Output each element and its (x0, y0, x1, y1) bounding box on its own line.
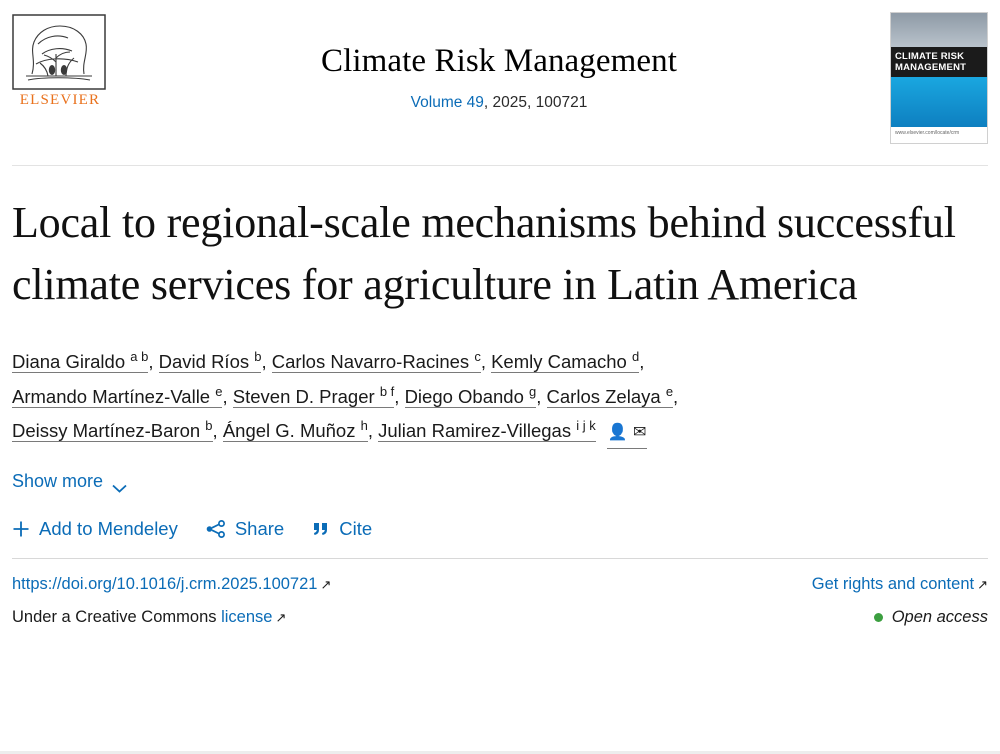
open-access-label: Open access (891, 608, 988, 627)
author-name: Julian Ramirez-Villegas (378, 420, 572, 442)
article-action-bar (12, 518, 988, 559)
author-link[interactable] (232, 383, 395, 408)
author-link[interactable] (546, 383, 674, 408)
add-to-mendeley-button[interactable] (12, 518, 178, 540)
license-text (12, 608, 286, 627)
cover-title-line1: CLIMATE RISK (895, 51, 965, 62)
share-label: Share (234, 518, 285, 540)
author-separator: , (394, 385, 400, 407)
author-affiliation-marker: e (215, 383, 223, 399)
author-link[interactable] (378, 417, 596, 442)
doi-link[interactable]: https://doi.org/10.1016/j.crm.2025.100721 (12, 575, 318, 594)
author-link[interactable] (12, 383, 223, 408)
author-name: Ángel G. Muñoz (222, 420, 356, 442)
journal-issue-meta (108, 94, 890, 112)
author-separator: , (148, 351, 154, 373)
author-link[interactable] (222, 417, 368, 442)
open-access-badge (874, 608, 988, 627)
show-more-label: Show more (12, 471, 104, 492)
cite-button[interactable] (312, 518, 372, 540)
author-name: Kemly Camacho (491, 351, 627, 373)
author-separator: , (673, 385, 679, 407)
author-link[interactable] (404, 383, 537, 408)
author-separator: , (212, 420, 218, 442)
external-link-icon: ↗ (275, 610, 287, 626)
license-link[interactable]: license (221, 608, 273, 627)
author-separator: , (639, 351, 645, 373)
author-affiliation-marker: h (360, 417, 368, 433)
external-link-icon: ↗ (977, 577, 988, 593)
cite-label: Cite (339, 518, 373, 540)
author-name: Carlos Zelaya (546, 385, 661, 407)
volume-link[interactable]: Volume 49 (410, 93, 484, 111)
author-affiliation-marker: c (474, 349, 481, 365)
author-affiliation-marker: b f (379, 383, 395, 399)
share-nodes-icon (206, 520, 226, 538)
author-affiliation-marker: a b (130, 349, 149, 365)
author-affiliation-marker: g (529, 383, 537, 399)
cover-blue-panel (891, 77, 987, 127)
journal-header (12, 0, 988, 166)
elsevier-tree-logo (12, 14, 106, 90)
journal-meta-rest: , 2025, 100721 (483, 93, 588, 111)
cover-title-band (891, 47, 987, 77)
plus-icon (12, 520, 30, 538)
author-separator: , (536, 385, 542, 407)
author-link[interactable] (12, 417, 213, 442)
share-button[interactable] (206, 518, 284, 540)
author-separator: , (222, 385, 228, 407)
author-separator: , (367, 420, 373, 442)
author-affiliation-marker: b (205, 417, 213, 433)
corresponding-author-icons[interactable] (607, 414, 647, 449)
author-name: Carlos Navarro-Racines (271, 351, 470, 373)
author-name: Armando Martínez-Valle (12, 385, 211, 407)
quote-icon (312, 521, 330, 537)
journal-cover-thumbnail[interactable] (890, 12, 988, 144)
author-separator: , (261, 351, 267, 373)
author-affiliation-marker: b (254, 349, 262, 365)
author-affiliation-marker: e (665, 383, 674, 399)
elsevier-logo[interactable] (12, 8, 108, 109)
chevron-down-icon (112, 477, 127, 486)
journal-titleblock (108, 8, 890, 112)
envelope-icon[interactable]: ✉ (632, 424, 647, 442)
doi-link-wrap (12, 575, 331, 594)
author-separator: , (480, 351, 486, 373)
author-name: Deissy Martínez-Baron (12, 420, 201, 442)
journal-title: Climate Risk Management (320, 43, 678, 79)
author-list (12, 345, 988, 449)
license-row (12, 608, 988, 627)
cover-footer-text: www.elsevier.com/locate/crm (891, 127, 987, 143)
author-link[interactable] (12, 351, 148, 373)
cover-title-line2: MANAGEMENT (895, 62, 967, 73)
page-title: Local to regional-scale mechanisms behind successful climate services for agriculture in Latin America (12, 198, 956, 309)
author-link[interactable] (272, 351, 481, 373)
open-access-dot-icon (874, 613, 883, 622)
external-link-icon: ↗ (320, 577, 332, 593)
author-name: Diego Obando (404, 385, 524, 407)
author-affiliation-marker: d (631, 349, 640, 365)
elsevier-wordmark: ELSEVIER (19, 92, 101, 108)
person-icon[interactable]: 👤 (607, 424, 628, 442)
author-link[interactable] (491, 351, 639, 373)
author-link[interactable] (159, 351, 262, 373)
add-to-mendeley-label: Add to Mendeley (39, 518, 178, 540)
license-prefix: Under a Creative Commons (12, 608, 222, 627)
get-rights-wrap (812, 575, 988, 594)
author-name: Diana Giraldo (12, 351, 126, 373)
doi-row (12, 575, 988, 594)
show-more-authors-button[interactable] (12, 471, 127, 492)
get-rights-and-content-link[interactable]: Get rights and content (811, 575, 975, 594)
author-name: David Ríos (158, 351, 250, 373)
author-affiliation-marker: i j k (576, 417, 596, 433)
author-name: Steven D. Prager (232, 385, 375, 407)
